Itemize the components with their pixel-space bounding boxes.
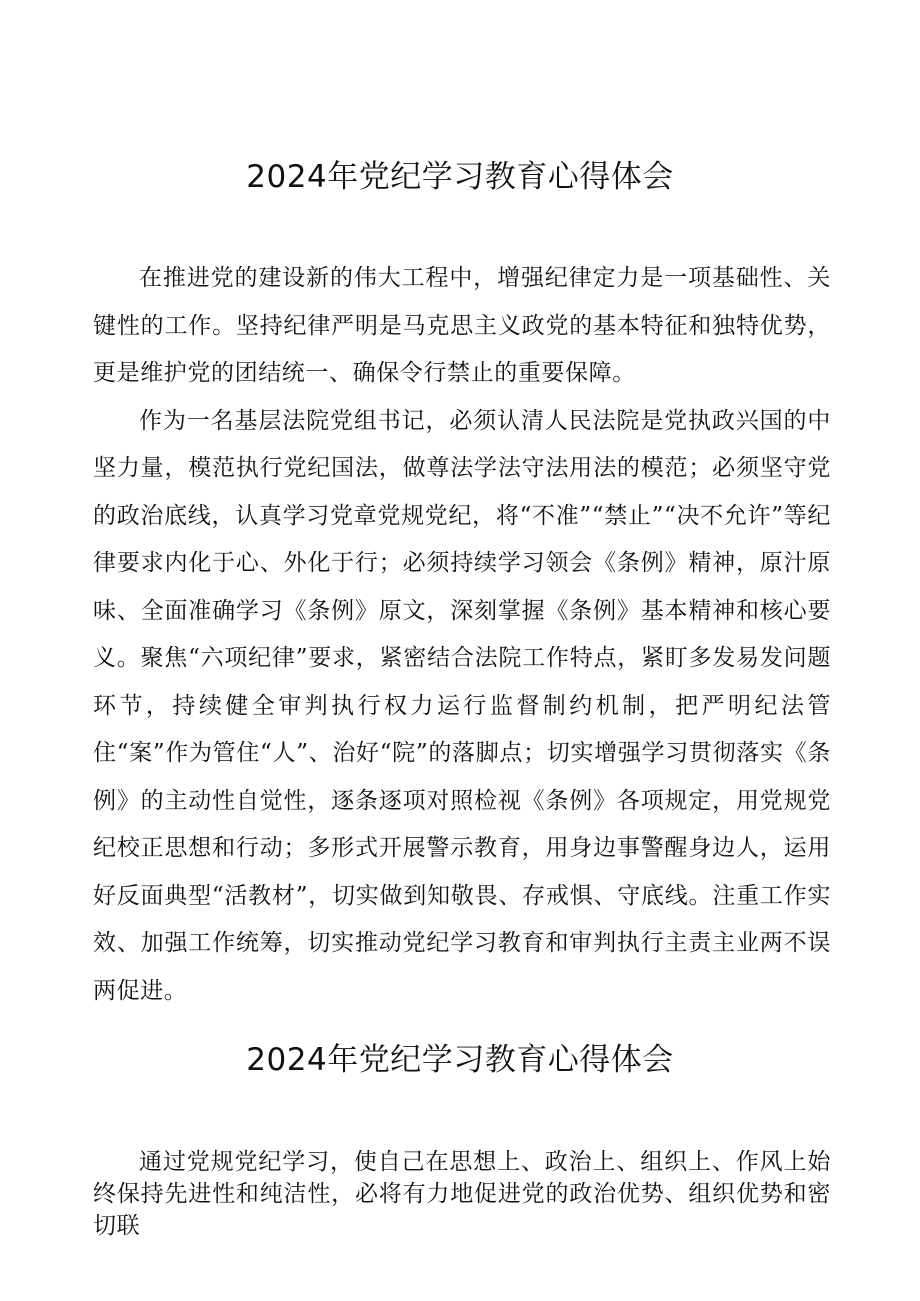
paragraph: 作为一名基层法院党组书记，必须认清人民法院是党执政兴国的中坚力量，模范执行党纪国法，做尊法学法守法用法的模范；必须坚守党的政治底线，认真学习党章党规党纪，将“不准”“禁止”“决不允许”等纪律要求内化于心、外化于行；必须持续学习领会《条例》精神，原汁原味、全面准确学习《条例》原文，深刻掌握《条例》基本精神和核心要义。聚焦“六项纪律”要求，紧密结合法院工作特点，紧盯多发易发问题环节，持续健全审判执行权力运行监督制约机制，把严明纪法管住“案”作为管住“人”、治好“院”的落脚点；切实增强学习贯彻落实《条例》的主动性自觉性，逐条逐项对照检视《条例》各项规定，用党规党纪校正思想和行动；多形式开展警示教育，用身边事警醒身边人，运用好反面典型“活教材”，切实做到知敬畏、存戒惧、守底线。注重工作实效、加强工作统筹，切实推动党纪学习教育和审判执行主责主业两不误两促进。 [93, 407, 831, 1004]
document-title: 2024年党纪学习教育心得体会 [246, 159, 674, 195]
document-title: 2024年党纪学习教育心得体会 [246, 1042, 674, 1078]
paragraph: 通过党规党纪学习，使自己在思想上、政治上、组织上、作风上始终保持先进性和纯洁性，必将有力地促进党的政治优势、组织优势和密切联 [93, 1149, 831, 1239]
article-body [93, 255, 831, 1015]
article-body [93, 1146, 831, 1242]
paragraph: 在推进党的建设新的伟大工程中，增强纪律定力是一项基础性、关键性的工作。坚持纪律严明是马克思主义政党的基本特征和独特优势，更是维护党的团结统一、确保令行禁止的重要保障。 [93, 265, 831, 386]
